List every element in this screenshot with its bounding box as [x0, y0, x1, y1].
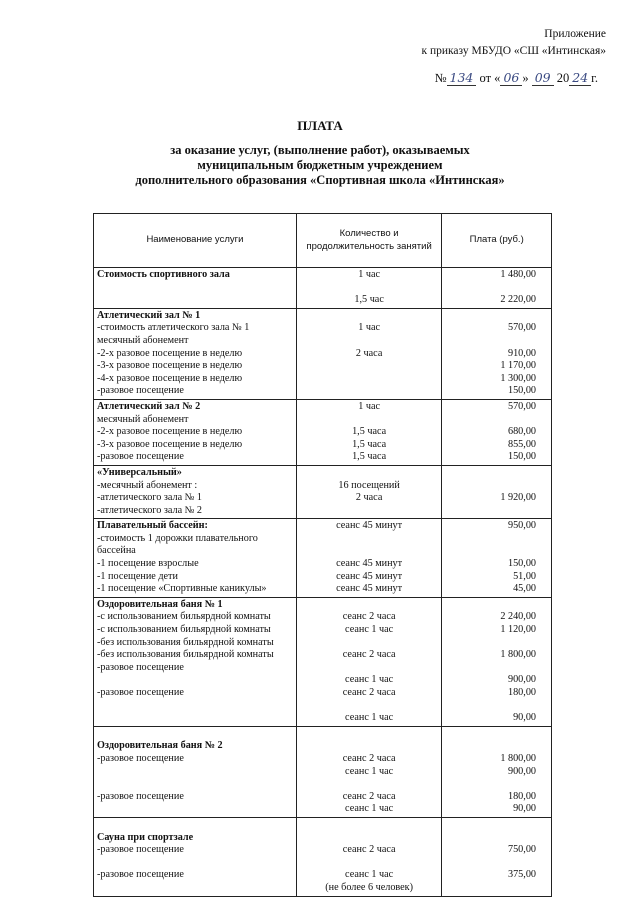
cell-line: [300, 335, 439, 348]
cell-line: [445, 310, 548, 323]
cell-line: 1 170,00: [500, 360, 536, 372]
cell-line: [445, 533, 548, 546]
cell-line: [97, 857, 293, 870]
cell-line: [445, 480, 548, 493]
cell-line: [445, 467, 548, 480]
cell-c1: [94, 268, 297, 309]
cell-line: сеанс 2 часа: [342, 844, 396, 856]
cell-line: 680,00: [507, 426, 536, 438]
table-row: [94, 268, 552, 309]
cell-c3: [442, 519, 552, 598]
cell-line: [300, 360, 439, 373]
cell-line: 1 час: [358, 322, 381, 334]
cell-line: -4-х разовое посещение в неделю: [97, 372, 243, 384]
cell-line: [97, 766, 293, 779]
cell-line: месячный абонемент: [97, 413, 189, 425]
cell-c1: [94, 817, 297, 896]
cell-line: 900,00: [507, 674, 536, 686]
cell-c1: [94, 308, 297, 399]
cell-line: 1 480,00: [500, 269, 536, 280]
cell-line: сеанс 1 час: [345, 803, 394, 815]
cell-line: [97, 674, 293, 687]
cell-line: -1 посещение дети: [97, 570, 178, 582]
cell-line: -разовое посещение: [97, 790, 184, 802]
cell-c2: [296, 597, 442, 726]
year-prefix: 20: [556, 71, 570, 85]
cell-line: 150,00: [507, 451, 536, 463]
cell-line: [300, 599, 439, 612]
cell-line: сеанс 2 часа: [342, 790, 396, 802]
cell-c2: [296, 308, 442, 399]
cell-line: -разовое посещение: [97, 844, 184, 856]
cell-line: сеанс 2 часа: [342, 687, 396, 698]
annex-header: [422, 26, 607, 60]
cell-line: -2-х разовое посещение в неделю: [97, 347, 243, 359]
cell-line: [300, 310, 439, 323]
cell-line: [300, 385, 439, 398]
subtitle-line-3: дополнительного образования «Спортивная школа «Интинская»: [135, 173, 505, 187]
cell-c1: [94, 465, 297, 518]
cell-line: 570,00: [507, 400, 536, 412]
cell-line: 950,00: [507, 520, 536, 532]
cell-c2: [296, 817, 442, 896]
header-quantity: [296, 214, 442, 268]
cell-line: -3-х разовое посещение в неделю: [97, 438, 243, 450]
cell-line: 45,00: [513, 583, 536, 595]
header-price: Плата (руб.): [442, 214, 552, 268]
cell-line: -стоимость атлетического зала № 1: [97, 322, 250, 334]
cell-line: сеанс 2 часа: [342, 649, 396, 661]
cell-line: 570,00: [507, 322, 536, 334]
cell-line: [300, 637, 439, 650]
cell-line: 180,00: [507, 687, 536, 698]
cell-c1: [94, 519, 297, 598]
cell-line: сеанс 2 часа: [342, 611, 396, 623]
cell-line: [445, 819, 548, 832]
cell-c2: [296, 399, 442, 465]
cell-c3: [442, 726, 552, 817]
cell-line: Плавательный бассейн:: [97, 520, 208, 532]
cell-line: [97, 728, 293, 741]
table-row: [94, 519, 552, 598]
cell-line: [300, 505, 439, 518]
cell-line: 375,00: [507, 869, 536, 881]
cell-line: [97, 882, 293, 895]
cell-line: -3-х разовое посещение в неделю: [97, 360, 243, 372]
cell-line: сеанс 2 часа: [342, 752, 396, 764]
order-reference: к приказу МБУДО «СШ «Интинская»: [421, 45, 606, 57]
cell-c2: [296, 465, 442, 518]
cell-line: [300, 700, 439, 713]
cell-line: -стоимость 1 дорожки плавательного: [97, 532, 258, 544]
cell-c2: [296, 268, 442, 309]
cell-line: сеанс 1 час: [345, 869, 394, 881]
cell-c3: [442, 817, 552, 896]
order-no-label: №: [434, 71, 447, 85]
cell-line: [300, 414, 439, 427]
header-quantity-line-2: продолжительность занятий: [306, 240, 432, 252]
table-header-row: [94, 214, 552, 268]
cell-c3: [442, 465, 552, 518]
cell-line: [97, 803, 293, 816]
cell-line: 1 920,00: [500, 492, 536, 504]
cell-line: сеанс 45 минут: [336, 570, 403, 582]
cell-line: 150,00: [507, 558, 536, 570]
cell-line: [97, 282, 293, 295]
cell-line: сеанс 45 минут: [336, 520, 403, 532]
cell-line: -с использованием бильярдной комнаты: [97, 624, 271, 636]
cell-line: [445, 545, 548, 558]
cell-c3: [442, 268, 552, 309]
year-suffix-handwritten: 24: [569, 70, 591, 86]
cell-line: [445, 778, 548, 791]
cell-line: бассейна: [97, 545, 136, 557]
cell-line: -атлетического зала № 1: [97, 492, 203, 504]
cell-line: [445, 728, 548, 741]
cell-line: [300, 373, 439, 386]
cell-line: сеанс 1 час: [345, 674, 394, 686]
cell-line: Сауна при спортзале: [97, 831, 194, 843]
date-month-handwritten: 09: [532, 70, 554, 86]
cell-line: [445, 414, 548, 427]
cell-line: месячный абонемент: [97, 334, 189, 346]
cell-line: [97, 294, 293, 307]
cell-line: 1,5 часа: [352, 451, 387, 463]
date-from: от «: [479, 71, 501, 85]
cell-line: 1,5 часа: [352, 438, 387, 450]
cell-line: [300, 533, 439, 546]
cell-line: 1 120,00: [500, 624, 536, 636]
cell-c3: [442, 597, 552, 726]
cell-line: сеанс 45 минут: [336, 558, 403, 570]
order-no-handwritten: 134: [447, 70, 477, 86]
cell-c3: [442, 308, 552, 399]
cell-line: 2 часа: [355, 347, 383, 359]
cell-line: [97, 700, 293, 713]
cell-line: 750,00: [507, 844, 536, 856]
cell-line: -2-х разовое посещение в неделю: [97, 426, 243, 438]
table-row: [94, 308, 552, 399]
cell-line: [300, 545, 439, 558]
cell-line: -разовое посещение: [97, 385, 184, 397]
cell-line: 910,00: [507, 347, 536, 359]
cell-line: [300, 282, 439, 295]
header-service: Наименование услуги: [94, 214, 297, 268]
cell-line: Атлетический зал № 2: [97, 400, 201, 412]
cell-line: [445, 662, 548, 675]
table-row: [94, 597, 552, 726]
cell-line: [300, 832, 439, 845]
cell-line: [445, 335, 548, 348]
cell-line: [300, 740, 439, 753]
cell-line: (не более 6 человек): [325, 881, 414, 893]
cell-line: 1,5 час: [354, 294, 384, 306]
header-quantity-line-1: Количество и: [339, 227, 399, 239]
cell-line: [97, 712, 293, 725]
cell-line: -без использования бильярдной комнаты: [97, 636, 274, 648]
cell-line: Оздоровительная баня № 2: [97, 740, 223, 752]
cell-line: [445, 832, 548, 845]
cell-c2: [296, 726, 442, 817]
year-end: г.: [591, 71, 598, 85]
cell-line: [445, 599, 548, 612]
cell-line: [445, 882, 548, 895]
cell-line: [445, 857, 548, 870]
cell-line: 2 220,00: [500, 294, 536, 306]
cell-line: [300, 819, 439, 832]
subtitle-line-1: за оказание услуг, (выполнение работ), оказываемых: [170, 143, 470, 157]
cell-line: Оздоровительная баня № 1: [97, 598, 223, 610]
cell-line: сеанс 1 час: [345, 765, 394, 777]
cell-line: [445, 740, 548, 753]
cell-c1: [94, 726, 297, 817]
order-number-line: [435, 70, 598, 86]
cell-line: [300, 662, 439, 675]
cell-line: [300, 728, 439, 741]
cell-line: -разовое посещение: [97, 661, 184, 673]
annex-label: Приложение: [544, 28, 606, 40]
cell-line: 90,00: [513, 803, 536, 815]
price-table: [93, 213, 552, 897]
cell-line: 1 час: [358, 269, 381, 280]
cell-line: сеанс 1 час: [345, 624, 394, 636]
cell-line: сеанс 1 час: [345, 712, 394, 724]
cell-line: [445, 282, 548, 295]
cell-line: Атлетический зал № 1: [97, 309, 201, 321]
date-mid: »: [522, 71, 529, 85]
cell-c2: [296, 519, 442, 598]
table-row: [94, 465, 552, 518]
cell-line: 1,5 часа: [352, 426, 387, 438]
cell-line: [445, 700, 548, 713]
cell-line: [300, 857, 439, 870]
cell-line: -разовое посещение: [97, 451, 184, 463]
cell-c1: [94, 399, 297, 465]
cell-line: 2 часа: [355, 492, 383, 504]
cell-c1: [94, 597, 297, 726]
table-row: [94, 399, 552, 465]
cell-line: -без использования бильярдной комнаты: [97, 649, 274, 661]
cell-line: «Универсальный»: [97, 466, 182, 478]
subtitle-line-2: муниципальным бюджетным учреждением: [197, 158, 443, 172]
cell-line: [445, 637, 548, 650]
cell-line: Стоимость спортивного зала: [97, 269, 230, 280]
cell-line: -месячный абонемент :: [97, 479, 198, 491]
cell-line: [300, 778, 439, 791]
cell-line: 855,00: [507, 438, 536, 450]
cell-line: -разовое посещение: [97, 869, 184, 881]
cell-line: 16 посещений: [338, 479, 400, 491]
cell-line: 2 240,00: [500, 611, 536, 623]
cell-line: 1 800,00: [500, 649, 536, 661]
cell-line: -1 посещение «Спортивные каникулы»: [97, 583, 267, 595]
table-row: [94, 817, 552, 896]
cell-line: [97, 778, 293, 791]
cell-line: 1 час: [358, 400, 381, 412]
cell-line: 180,00: [507, 790, 536, 802]
cell-line: 51,00: [513, 570, 536, 582]
cell-line: 900,00: [507, 765, 536, 777]
cell-line: сеанс 45 минут: [336, 583, 403, 595]
cell-line: -разовое посещение: [97, 687, 184, 698]
cell-line: -с использованием бильярдной комнаты: [97, 611, 271, 623]
cell-line: -разовое посещение: [97, 752, 184, 764]
cell-c3: [442, 399, 552, 465]
cell-line: -1 посещение взрослые: [97, 558, 199, 570]
document-subtitle: [0, 143, 640, 188]
document-title: ПЛАТА: [297, 118, 343, 133]
cell-line: [300, 467, 439, 480]
cell-line: [97, 819, 293, 832]
cell-line: -атлетического зала № 2: [97, 504, 203, 516]
cell-line: 1 800,00: [500, 752, 536, 764]
cell-line: [445, 505, 548, 518]
cell-line: 150,00: [507, 385, 536, 397]
cell-line: 1 300,00: [500, 372, 536, 384]
date-day-handwritten: 06: [500, 70, 522, 86]
table-row: [94, 726, 552, 817]
cell-line: 90,00: [513, 712, 536, 724]
